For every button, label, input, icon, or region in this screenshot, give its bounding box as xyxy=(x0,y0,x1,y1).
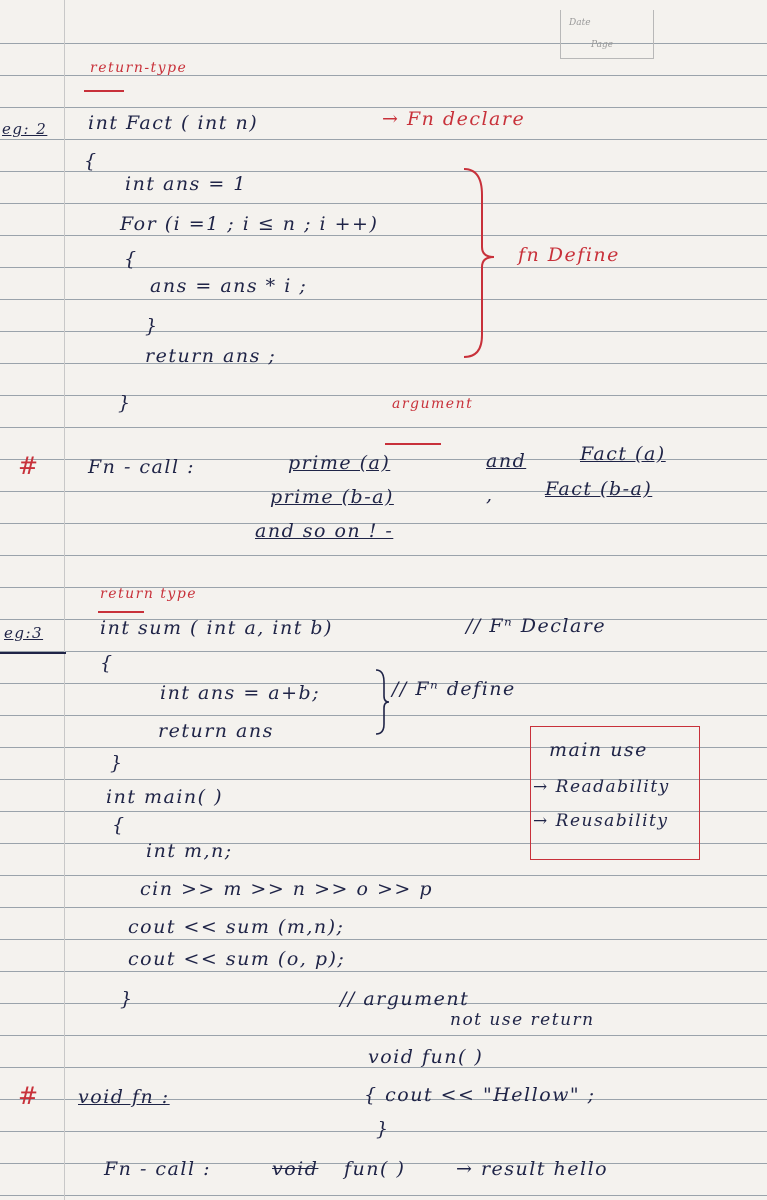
sum-close-brace: } xyxy=(110,752,124,774)
fn-call-prime-b-a: prime (b-a) xyxy=(270,486,394,508)
fact-inner-open: { xyxy=(124,248,138,270)
fact-close-brace: } xyxy=(118,392,132,414)
fact-line-3: ans = ans * i ; xyxy=(150,275,308,297)
define-brace xyxy=(460,165,500,365)
example-3-label: eg:3 xyxy=(4,624,44,642)
return-type-note: return-type xyxy=(90,60,188,76)
page-label: Page xyxy=(591,40,614,50)
void-fun-close: } xyxy=(376,1118,390,1140)
void-fn-call-result: → result hello xyxy=(456,1158,609,1180)
fn-call-hash: # xyxy=(18,452,40,480)
fn-call-and-so-on: and so on ! - xyxy=(255,520,394,542)
return-type-marker xyxy=(84,90,124,92)
main-open-brace: { xyxy=(112,814,126,836)
fn-call-prime-a: prime (a) xyxy=(288,452,391,474)
main-use-title: main use xyxy=(549,739,648,761)
fact-open-brace: { xyxy=(84,150,98,172)
main-line-1: int m,n; xyxy=(146,840,233,862)
return-type-marker-2 xyxy=(98,611,144,613)
sum-define-brace xyxy=(374,668,390,738)
fn-call-fact-a: Fact (a) xyxy=(580,443,666,465)
void-fun-body: { cout << "Hellow" ; xyxy=(364,1084,596,1106)
void-fn-call-label: Fn - call : xyxy=(104,1158,211,1180)
void-fn-hash: # xyxy=(18,1082,40,1110)
return-type-note-2: return type xyxy=(100,586,198,602)
fact-signature: int Fact ( int n) xyxy=(88,112,259,134)
main-line-4: cout << sum (o, p); xyxy=(128,948,346,970)
void-fun-signature: void fun( ) xyxy=(368,1046,484,1068)
readability-item: → Readability xyxy=(533,777,670,797)
void-fn-call-struck: void xyxy=(272,1158,319,1180)
sum-signature: int sum ( int a, int b) xyxy=(100,617,333,639)
fact-line-4: return ans ; xyxy=(145,345,277,367)
sum-line-2: return ans xyxy=(158,720,274,742)
argument-comment: // argument xyxy=(340,988,470,1010)
main-signature: int main( ) xyxy=(106,786,224,808)
not-use-return-note: not use return xyxy=(450,1010,595,1030)
fact-line-2: For (i =1 ; i ≤ n ; i ++) xyxy=(120,213,379,235)
main-use-box xyxy=(530,726,700,860)
fn-call-and: and xyxy=(486,450,527,472)
sum-line-1: int ans = a+b; xyxy=(160,682,321,704)
sum-declare-note: // Fⁿ Declare xyxy=(466,615,607,637)
fn-declare-note: → Fn declare xyxy=(382,108,526,130)
reusability-item: → Reusability xyxy=(533,811,669,831)
main-line-2: cin >> m >> n >> o >> p xyxy=(140,878,433,900)
void-fn-call-text: fun( ) xyxy=(344,1158,406,1180)
sum-open-brace: { xyxy=(100,652,114,674)
example-2-label: eg: 2 xyxy=(2,120,48,138)
main-line-3: cout << sum (m,n); xyxy=(128,916,345,938)
fn-call-fact-b-a: Fact (b-a) xyxy=(545,478,653,500)
fact-line-1: int ans = 1 xyxy=(125,173,247,195)
fn-define-note: fn Define xyxy=(518,244,620,266)
date-page-box xyxy=(560,10,654,59)
fact-inner-close: } xyxy=(145,315,159,337)
margin-line xyxy=(64,0,65,1200)
fn-call-label: Fn - call : xyxy=(88,456,195,478)
void-fn-label: void fn : xyxy=(78,1086,170,1108)
sum-define-note: // Fⁿ define xyxy=(392,678,516,700)
fn-call-comma: , xyxy=(486,484,494,506)
argument-note: argument xyxy=(392,396,474,412)
example-3-underline xyxy=(0,652,66,654)
argument-marker xyxy=(385,443,441,445)
main-close-brace: } xyxy=(120,988,134,1010)
date-label: Date xyxy=(569,18,591,28)
